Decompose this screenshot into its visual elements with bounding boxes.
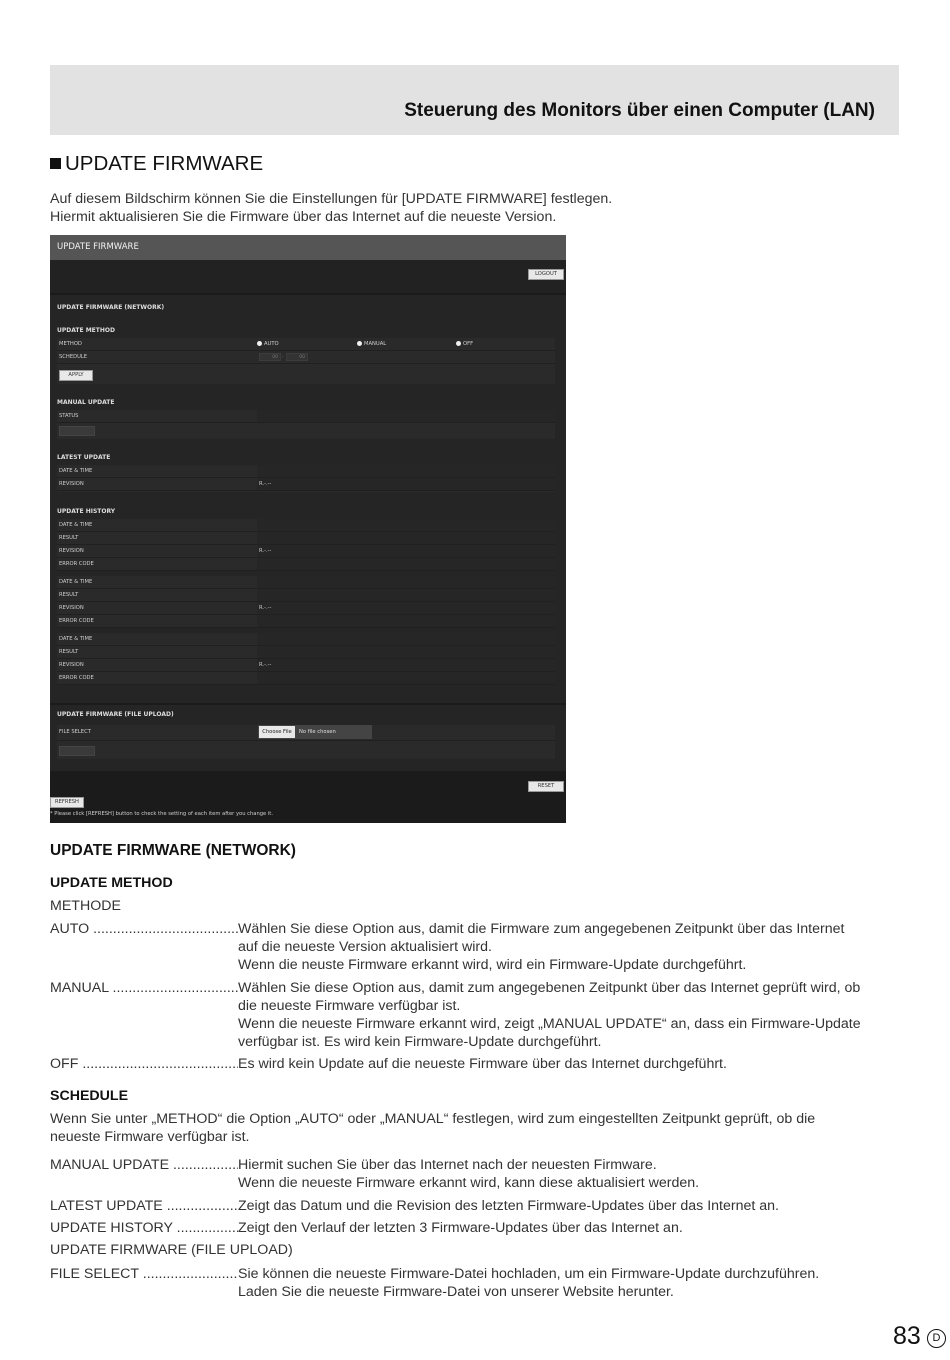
def-line: Zeigt den Verlauf der letzten 3 Firmware-Updates über das Internet an. <box>238 1220 683 1236</box>
def-desc <box>238 1156 910 1192</box>
history-revision-label: REVISION <box>59 605 84 611</box>
radio-icon <box>456 341 461 346</box>
history-revision-text: R.-.-- <box>259 605 272 611</box>
history-result-label: RESULT <box>59 592 79 598</box>
radio-icon <box>257 341 262 346</box>
def-term: FILE SELECT ..... <box>50 1265 238 1283</box>
intro-line: Auf diesem Bildschirm können Sie die Einstellungen für [UPDATE FIRMWARE] festlegen. <box>50 191 613 207</box>
history-entry <box>57 633 555 685</box>
history-error-label: ERROR CODE <box>59 561 94 567</box>
history-error-row <box>57 672 555 685</box>
history-date-row <box>57 519 555 532</box>
history-date-label: DATE & TIME <box>59 522 93 528</box>
history-revision-value <box>257 602 555 614</box>
network-heading: UPDATE FIRMWARE (NETWORK) <box>50 842 296 859</box>
latest-revision-value <box>257 478 555 490</box>
def-line: die neueste Firmware verfügbar ist. <box>238 998 461 1014</box>
def-term: OFF ..... <box>50 1055 238 1073</box>
def-desc <box>238 1219 910 1237</box>
history-revision-label: REVISION <box>59 662 84 668</box>
def-line: Zeigt das Datum und die Revision des letzten Firmware-Updates über das Internet an. <box>238 1198 779 1214</box>
latest-date-value <box>257 465 555 477</box>
page-number: 83 <box>893 1322 921 1350</box>
def-desc <box>238 1055 910 1073</box>
def-term: MANUAL UPDATE ..... <box>50 1156 238 1174</box>
history-result-row <box>57 532 555 545</box>
schedule-heading: SCHEDULE <box>50 1088 129 1104</box>
history-revision-label: REVISION <box>59 548 84 554</box>
choose-file-button[interactable]: Choose File <box>259 726 295 738</box>
history-result-value <box>257 646 555 658</box>
history-revision-value <box>257 545 555 557</box>
def-line: Wählen Sie diese Option aus, damit zum angegebenen Zeitpunkt über das Internet geprüft wird, ob <box>238 980 861 996</box>
def-line: Wenn die neueste Firmware erkannt wird, kann diese aktualisiert werden. <box>238 1175 700 1191</box>
latest-date-row <box>57 465 555 478</box>
status-row <box>57 410 555 423</box>
history-result-value <box>257 589 555 601</box>
history-date-value <box>257 519 555 531</box>
reset-button[interactable]: RESET <box>528 781 564 792</box>
history-revision-text: R.-.-- <box>259 662 272 668</box>
radio-auto-label: AUTO <box>264 341 279 347</box>
def-desc <box>238 920 910 974</box>
latest-revision-label: REVISION <box>59 481 84 487</box>
latest-revision-row <box>57 478 555 491</box>
file-upload-heading: UPDATE FIRMWARE (FILE UPLOAD) <box>50 1242 293 1258</box>
file-select-row <box>57 725 555 741</box>
manual-update-block <box>57 410 555 439</box>
schedule-line: neueste Firmware verfügbar ist. <box>50 1129 250 1145</box>
def-line: Wenn die neueste Firmware erkannt wird, zeigt „MANUAL UPDATE“ an, dass ein Firmware-Update <box>238 1016 861 1032</box>
history-error-value <box>257 615 555 627</box>
no-file-text: No file chosen <box>299 729 336 735</box>
update-method-heading: UPDATE METHOD <box>50 875 173 891</box>
history-entry <box>57 576 555 628</box>
def-term: UPDATE HISTORY ..... <box>50 1219 238 1237</box>
method-label: METHOD <box>59 341 82 347</box>
history-error-row <box>57 615 555 628</box>
def-line: Hiermit suchen Sie über das Internet nach der neuesten Firmware. <box>238 1157 657 1173</box>
history-revision-row <box>57 659 555 672</box>
file-input[interactable] <box>258 725 372 739</box>
history-error-row <box>57 558 555 571</box>
refresh-note: * Please click [REFRESH] button to check the setting of each item after you change it. <box>50 811 273 817</box>
upload-button[interactable] <box>59 746 95 756</box>
screen-top-bar <box>50 260 566 293</box>
schedule-minute-input[interactable]: 00 <box>286 353 308 361</box>
def-desc <box>238 1265 910 1301</box>
firmware-screenshot <box>50 235 566 823</box>
network-title: UPDATE FIRMWARE (NETWORK) <box>57 304 165 311</box>
methode-label: METHODE <box>50 898 121 914</box>
def-desc <box>238 1197 910 1215</box>
history-error-label: ERROR CODE <box>59 618 94 624</box>
radio-icon <box>357 341 362 346</box>
manual-update-label: MANUAL UPDATE <box>57 399 115 406</box>
method-row <box>57 338 555 351</box>
history-result-row <box>57 646 555 659</box>
logout-button[interactable]: LOGOUT <box>528 269 564 280</box>
page-header-title: Steuerung des Monitors über einen Computer (LAN) <box>404 100 875 121</box>
status-label: STATUS <box>59 413 79 419</box>
radio-auto[interactable] <box>257 341 279 347</box>
update-method-block <box>57 338 555 384</box>
schedule-hour-input[interactable]: 00 <box>259 353 281 361</box>
screen-title: UPDATE FIRMWARE <box>57 242 139 252</box>
history-revision-value <box>257 659 555 671</box>
refresh-button[interactable]: REFRESH <box>50 797 84 808</box>
file-upload-block <box>57 725 555 759</box>
def-desc <box>238 979 910 1051</box>
history-result-label: RESULT <box>59 535 79 541</box>
history-date-label: DATE & TIME <box>59 579 93 585</box>
def-line: auf die neueste Version aktualisiert wird. <box>238 939 492 955</box>
history-entry <box>57 519 555 571</box>
square-bullet-icon <box>50 158 61 169</box>
history-date-label: DATE & TIME <box>59 636 93 642</box>
radio-off-label: OFF <box>463 341 474 347</box>
screen-title-bar <box>50 235 566 260</box>
latest-date-label: DATE & TIME <box>59 468 93 474</box>
history-error-label: ERROR CODE <box>59 675 94 681</box>
latest-update-block <box>57 465 555 492</box>
radio-off[interactable] <box>456 341 473 347</box>
history-result-row <box>57 589 555 602</box>
header-band <box>50 65 899 135</box>
history-result-label: RESULT <box>59 649 79 655</box>
status-value <box>257 410 555 422</box>
def-line: verfügbar ist. Es wird kein Firmware-Update durchgeführt. <box>238 1034 602 1050</box>
history-error-value <box>257 672 555 684</box>
section-heading <box>50 152 263 176</box>
history-revision-row <box>57 602 555 615</box>
history-date-value <box>257 633 555 645</box>
radio-manual[interactable] <box>357 341 386 347</box>
schedule-text <box>50 1110 815 1146</box>
intro-line: Hiermit aktualisieren Sie die Firmware über das Internet auf die neueste Version. <box>50 209 557 225</box>
history-revision-text: R.-.-- <box>259 548 272 554</box>
def-line: Wenn die neuste Firmware erkannt wird, wird ein Firmware-Update durchgeführt. <box>238 957 747 973</box>
latest-update-label: LATEST UPDATE <box>57 454 111 461</box>
history-date-value <box>257 576 555 588</box>
history-result-value <box>257 532 555 544</box>
intro-text <box>50 190 612 226</box>
language-mark: D <box>927 1329 946 1348</box>
update-history-label: UPDATE HISTORY <box>57 508 116 515</box>
def-term: LATEST UPDATE ..... <box>50 1197 238 1215</box>
history-date-row <box>57 576 555 589</box>
file-select-label: FILE SELECT <box>59 729 91 735</box>
schedule-line: Wenn Sie unter „METHOD“ die Option „AUTO“ oder „MANUAL“ festlegen, wird zum eingestellten Zeitpunkt geprüft, ob die <box>50 1111 816 1127</box>
latest-revision-text: R.-.-- <box>259 481 272 487</box>
file-upload-title: UPDATE FIRMWARE (FILE UPLOAD) <box>57 711 174 718</box>
def-line: Laden Sie die neueste Firmware-Datei von unserer Website herunter. <box>238 1284 674 1300</box>
schedule-row <box>57 351 555 364</box>
update-method-label: UPDATE METHOD <box>57 327 115 334</box>
schedule-label: SCHEDULE <box>59 354 88 360</box>
def-line: Sie können die neueste Firmware-Datei hochladen, um ein Firmware-Update durchzuführen. <box>238 1266 820 1282</box>
history-revision-row <box>57 545 555 558</box>
section-heading-text: UPDATE FIRMWARE <box>65 152 264 175</box>
history-error-value <box>257 558 555 570</box>
def-term: AUTO ..... <box>50 920 238 938</box>
def-line: Es wird kein Update auf die neueste Firmware über das Internet durchgeführt. <box>238 1056 727 1072</box>
schedule-separator: : <box>282 354 284 360</box>
history-date-row <box>57 633 555 646</box>
def-line: Wählen Sie diese Option aus, damit die Firmware zum angegebenen Zeitpunkt über das Internet <box>238 921 845 937</box>
check-update-button[interactable] <box>59 426 95 436</box>
apply-button[interactable]: APPLY <box>59 370 93 381</box>
radio-manual-label: MANUAL <box>364 341 387 347</box>
def-term: MANUAL ..... <box>50 979 238 997</box>
